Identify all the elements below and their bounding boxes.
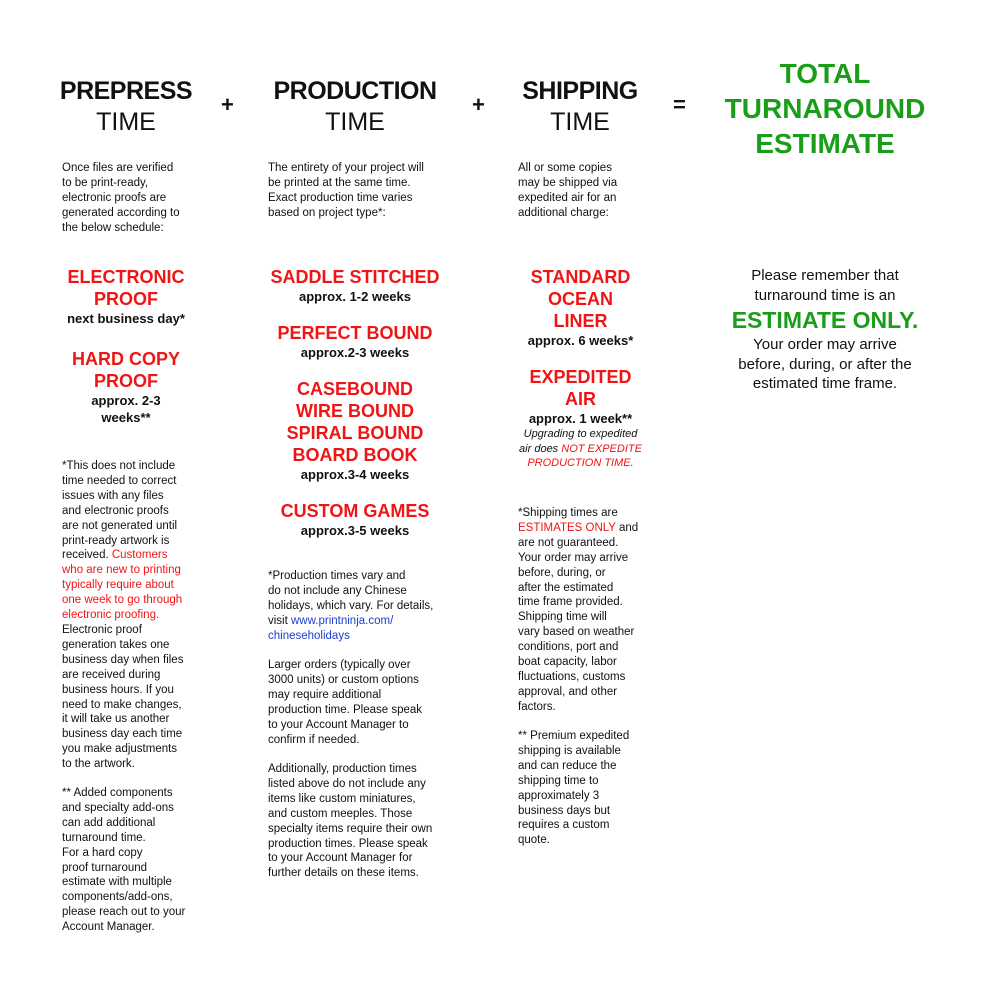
electronic-proof-title: ELECTRONIC PROOF	[67, 267, 185, 309]
shipping-subtitle: TIME	[550, 108, 610, 136]
expedited-air-note	[508, 427, 653, 471]
production-item-custom-games	[265, 500, 445, 539]
production-item-time: approx.2-3 weeks	[300, 345, 410, 360]
reminder-text: Please remember that turnaround time is an	[751, 267, 899, 304]
production-item-perfect-bound	[265, 322, 445, 361]
production-subtitle: TIME	[325, 108, 385, 136]
note-text: *Shipping times are	[518, 507, 618, 519]
shipping-note-2: ** Premium expedited shipping is available and can reduce the shipping time to approximately 3 business days but requires a custom quote.	[518, 730, 630, 847]
shipping-note-1	[518, 506, 638, 715]
ocean-liner-title: STANDARD OCEAN LINER	[530, 267, 631, 331]
expedited-air-title: EXPEDITED AIR	[529, 367, 632, 409]
production-note-1	[268, 569, 433, 644]
estimate-only-label: ESTIMATE ONLY.	[731, 307, 919, 333]
shipping-title: SHIPPING	[522, 77, 638, 105]
expedited-air-time: approx. 1 week**	[528, 411, 633, 426]
total-turnaround-title: TOTAL TURNAROUND ESTIMATE	[724, 58, 926, 159]
production-note-2: Larger orders (typically over 3000 units) or custom options may require additional production time. Please speak to your Account Manager to confirm if needed.	[268, 659, 423, 746]
note-text: Electronic proof generation takes one business day when files are received during business hours. If you need to make changes, it will take us another business day each time you make adjustments to the artwork.	[62, 623, 184, 771]
production-item-title: CUSTOM GAMES	[280, 501, 430, 521]
shipping-intro: All or some copies may be shipped via expedited air for an additional charge:	[518, 162, 618, 219]
ocean-liner-time: approx. 6 weeks*	[527, 333, 634, 348]
shipping-header	[512, 76, 648, 138]
production-item-casebound	[265, 378, 445, 483]
note-highlight: ESTIMATES ONLY	[518, 521, 616, 534]
production-header	[265, 76, 445, 138]
production-title: PRODUCTION	[273, 77, 437, 105]
electronic-proof-time: next business day*	[67, 311, 185, 326]
production-note-3: Additionally, production times listed above do not include any items like custom miniatures, and custom meeples. Those specialty items require their own production times. Please speak to your Account Manager for further details on these items.	[268, 763, 433, 880]
ocean-liner	[508, 266, 653, 349]
hard-copy-proof-time: approx. 2-3 weeks**	[91, 393, 161, 425]
electronic-proof	[50, 266, 202, 327]
prepress-note-1	[62, 459, 183, 772]
hard-copy-proof	[50, 348, 202, 426]
production-item-time: approx.3-4 weeks	[300, 467, 410, 482]
prepress-title: PREPRESS	[59, 77, 193, 105]
note-highlight: Customers who are new to printing typically require about one week to go through electronic proofing.	[62, 549, 183, 622]
note-text: *Production times vary and do not include any Chinese holidays, which vary. For details, visit	[268, 570, 434, 627]
reminder-text: Your order may arrive before, during, or after the estimated time frame.	[738, 336, 912, 392]
production-item-time: approx. 1-2 weeks	[299, 289, 411, 304]
production-item-title: CASEBOUND WIRE BOUND SPIRAL BOUND BOARD BOOK	[286, 379, 424, 465]
plus-sign: +	[472, 92, 485, 117]
note-text: Upgrading to expedited air does	[519, 428, 638, 455]
plus-sign: +	[221, 92, 234, 117]
chinese-holidays-link[interactable]: www.printninja.com/ chineseholidays	[268, 614, 394, 642]
prepress-subtitle: TIME	[96, 108, 156, 136]
production-item-title: PERFECT BOUND	[277, 323, 433, 343]
equals-sign: =	[673, 92, 686, 117]
estimate-reminder	[715, 266, 935, 394]
prepress-intro: Once files are verified to be print-ready, electronic proofs are generated according to the below schedule:	[62, 162, 180, 234]
prepress-header	[50, 76, 202, 138]
prepress-note-2: ** Added components and specialty add-ons can add additional turnaround time. For a hard copy proof turnaround estimate with multiple components/add-ons, please reach out to your Account Manager.	[62, 787, 186, 934]
expedited-air	[508, 366, 653, 471]
note-highlight: NOT EXPEDITE PRODUCTION TIME.	[527, 442, 642, 469]
production-item-title: SADDLE STITCHED	[270, 267, 440, 287]
production-intro: The entirety of your project will be printed at the same time. Exact production time varies based on project type*:	[268, 162, 424, 219]
hard-copy-proof-title: HARD COPY PROOF	[71, 349, 180, 391]
production-item-saddle-stitched	[265, 266, 445, 305]
production-item-time: approx.3-5 weeks	[300, 523, 410, 538]
note-text: *This does not include time needed to correct issues with any files and electronic proofs are not generated until print-ready artwork is received.	[62, 460, 178, 562]
note-text: and are not guaranteed. Your order may arrive before, during, or after the estimated time frame provided. Shipping time will vary based on weather conditions, port and boat capacity, labor fluctuations, customs approval, and other factors.	[518, 521, 639, 713]
